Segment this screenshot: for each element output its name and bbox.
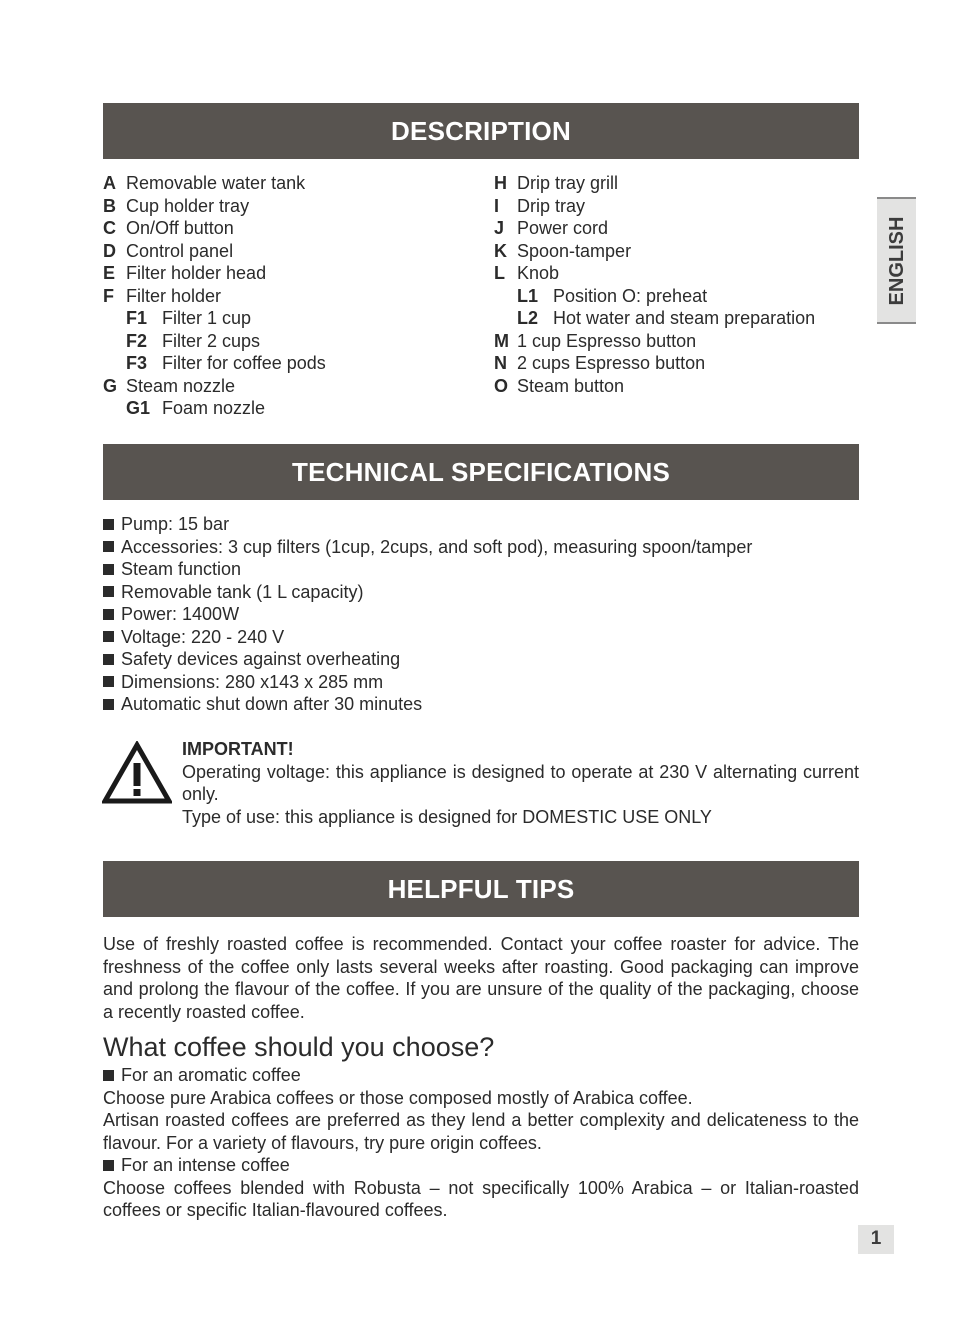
parts-sublist-item (494, 307, 815, 330)
spec-item (103, 603, 752, 626)
parts-list-item (494, 375, 815, 398)
coffee-choice-section (103, 1064, 859, 1222)
coffee-choice-heading: What coffee should you choose? (103, 1032, 495, 1062)
parts-sublist-item (103, 330, 326, 353)
bullet-square-icon (103, 1160, 114, 1171)
spec-item (103, 536, 752, 559)
part-name: Steam button (517, 375, 625, 396)
bullet-square-icon (103, 519, 114, 530)
part-letter: G (103, 375, 118, 396)
tips-paragraph: Use of freshly roasted coffee is recommended. Contact your coffee roaster for advice. The freshness of the coffee only lasts several weeks after roasting. Good packaging can improve and prolong the flavour of the coffee. If you are unsure of the quality of the packaging, choose a recently roasted coffee. (103, 934, 859, 1022)
part-letter: F2 (126, 330, 148, 351)
part-name: 1 cup Espresso button (517, 330, 697, 351)
parts-list-item (494, 217, 815, 240)
spec-text: Removable tank (1 L capacity) (121, 581, 364, 602)
technical-specifications-header (103, 444, 859, 500)
part-letter: L2 (517, 308, 539, 328)
part-name: 2 cups Espresso button (517, 353, 706, 373)
spec-item (103, 648, 752, 671)
parts-list-item (103, 285, 326, 308)
part-letter: O (494, 375, 509, 396)
language-label: ENGLISH (885, 216, 908, 305)
part-letter: E (103, 263, 116, 283)
bullet-square-icon (103, 1070, 114, 1081)
part-letter: G1 (126, 398, 151, 418)
part-name: On/Off button (126, 218, 234, 238)
aromatic-bullet (103, 1064, 859, 1087)
parts-list-item (103, 262, 326, 285)
part-letter: F (103, 285, 114, 306)
bullet-square-icon (103, 676, 114, 687)
part-letter: K (494, 240, 507, 261)
part-name: Hot water and steam preparation (553, 308, 816, 328)
spec-text: Dimensions: 280 x143 x 285 mm (121, 671, 384, 692)
part-name: Knob (517, 263, 560, 283)
spec-item (103, 626, 752, 649)
parts-list-item (494, 352, 815, 375)
language-tab (877, 197, 916, 324)
part-letter: J (494, 218, 505, 238)
part-name: Position O: preheat (553, 285, 708, 306)
part-name: Filter 2 cups (162, 330, 261, 351)
spec-text: Voltage: 220 - 240 V (121, 626, 285, 647)
part-name: Cup holder tray (126, 195, 250, 216)
part-letter: L (494, 263, 505, 283)
bullet-square-icon (103, 609, 114, 620)
description-right-column (494, 172, 815, 397)
part-name: Filter 1 cup (162, 308, 252, 328)
helpful-tips-header (103, 861, 859, 917)
intense-text: Choose coffees blended with Robusta – not specifically 100% Arabica – or Italian-roasted coffees or specific Italian-flavoured coffees. (103, 1177, 859, 1220)
part-letter: A (103, 173, 116, 193)
bullet-square-icon (103, 541, 114, 552)
part-name: Filter holder (126, 285, 222, 306)
bullet-square-icon (103, 654, 114, 665)
technical-specifications-title: TECHNICAL SPECIFICATIONS (292, 456, 670, 487)
description-left-column (103, 172, 326, 420)
part-name: Steam nozzle (126, 375, 236, 396)
part-name: Drip tray (517, 195, 586, 216)
spec-text: Safety devices against overheating (121, 649, 401, 669)
warning-usage-text: Type of use: this appliance is designed for DOMESTIC USE ONLY (182, 806, 712, 827)
parts-list-item (103, 195, 326, 218)
part-letter: L1 (517, 285, 539, 306)
part-letter: H (494, 173, 507, 193)
parts-sublist-item (103, 352, 326, 375)
intense-bullet (103, 1154, 859, 1177)
parts-list-item (494, 330, 815, 353)
part-name: Power cord (517, 218, 609, 238)
spec-item (103, 693, 752, 716)
spec-text: Power: 1400W (121, 604, 240, 624)
parts-sublist-item (494, 285, 815, 308)
page-number (858, 1225, 894, 1254)
part-letter: I (494, 195, 500, 216)
part-name: Removable water tank (126, 173, 306, 193)
aromatic-label: For an aromatic coffee (121, 1065, 301, 1085)
part-name: Drip tray grill (517, 173, 619, 193)
spec-text: Automatic shut down after 30 minutes (121, 694, 423, 714)
parts-list-item (494, 195, 815, 218)
parts-sublist-item (103, 397, 326, 420)
parts-list-item (494, 262, 815, 285)
spec-text: Steam function (121, 559, 242, 579)
spec-item (103, 558, 752, 581)
intense-label: For an intense coffee (121, 1155, 290, 1175)
parts-list-item (103, 217, 326, 240)
description-title: DESCRIPTION (391, 115, 571, 146)
parts-list-item (103, 240, 326, 263)
bullet-square-icon (103, 699, 114, 710)
aromatic-detail-text: Artisan roasted coffees are preferred as they lend a better complexity and delicateness to the flavour. For a variety of flavours, try pure origin coffees. (103, 1110, 859, 1153)
parts-list-item (103, 375, 326, 398)
part-letter: C (103, 218, 116, 238)
aromatic-text: Choose pure Arabica coffees or those composed mostly of Arabica coffee. (103, 1087, 693, 1108)
description-header (103, 103, 859, 159)
warning-block (182, 738, 859, 828)
part-name: Filter for coffee pods (162, 353, 326, 373)
parts-list-item (494, 240, 815, 263)
parts-list-item (103, 172, 326, 195)
parts-list-item (494, 172, 815, 195)
bullet-square-icon (103, 631, 114, 642)
part-name: Control panel (126, 240, 234, 261)
part-letter: D (103, 240, 116, 261)
spec-item (103, 513, 752, 536)
spec-item (103, 581, 752, 604)
specifications-list (103, 513, 752, 716)
warning-voltage-text: Operating voltage: this appliance is designed to operate at 230 V alternating current only. (182, 761, 859, 804)
helpful-tips-title: HELPFUL TIPS (387, 873, 575, 904)
bullet-square-icon (103, 564, 114, 575)
part-letter: B (103, 195, 116, 216)
part-name: Foam nozzle (162, 398, 266, 418)
spec-text: Pump: 15 bar (121, 514, 230, 534)
warning-triangle-icon (102, 741, 172, 805)
parts-sublist-item (103, 307, 326, 330)
part-letter: F3 (126, 353, 148, 373)
part-letter: F1 (126, 308, 148, 328)
part-name: Filter holder head (126, 263, 267, 283)
warning-title: IMPORTANT! (182, 739, 294, 759)
spec-item (103, 671, 752, 694)
part-name: Spoon-tamper (517, 240, 632, 261)
part-letter: N (494, 353, 507, 373)
page-number-label: 1 (870, 1228, 882, 1250)
spec-text: Accessories: 3 cup filters (1cup, 2cups, and soft pod), measuring spoon/tamper (121, 536, 753, 557)
bullet-square-icon (103, 586, 114, 597)
part-letter: M (494, 330, 509, 351)
